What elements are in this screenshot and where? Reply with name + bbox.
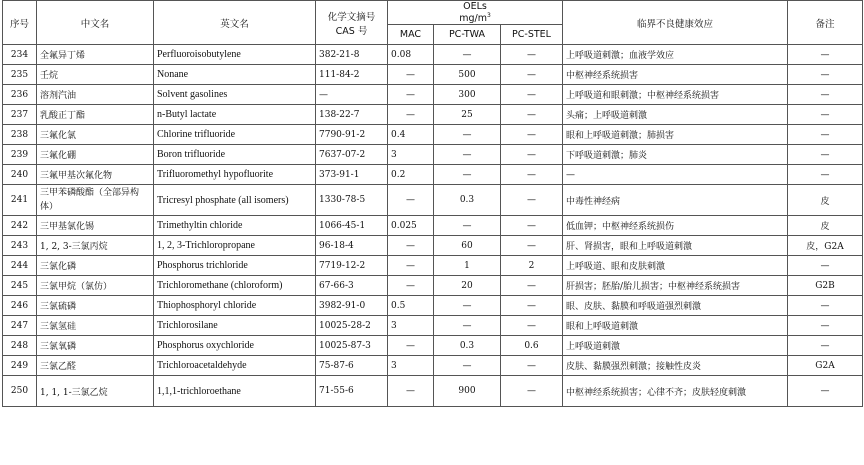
header-mac: MAC [388, 25, 434, 45]
row-english-name: 1, 2, 3-Trichloropropane [154, 236, 316, 256]
table-body [3, 45, 863, 407]
row-english-name: Trifluoromethyl hypofluorite [154, 165, 316, 185]
row-pc-stel: — [501, 185, 563, 216]
row-pc-stel: — [501, 316, 563, 336]
row-chinese-name: 全氟异丁烯 [37, 45, 154, 65]
table-header [3, 1, 863, 45]
row-pc-stel: — [501, 276, 563, 296]
row-english-name: Thiophosphoryl chloride [154, 296, 316, 316]
row-english-name: Trichlorosilane [154, 316, 316, 336]
row-no: 250 [3, 376, 37, 407]
row-pc-twa: — [434, 145, 501, 165]
row-chinese-name: 三氯化磷 [37, 256, 154, 276]
header-remarks: 备注 [788, 1, 863, 45]
row-cas: — [316, 85, 388, 105]
row-cas: 382-21-8 [316, 45, 388, 65]
row-no: 236 [3, 85, 37, 105]
row-pc-stel: 0.6 [501, 336, 563, 356]
row-english-name: Solvent gasolines [154, 85, 316, 105]
row-mac: 0.025 [388, 216, 434, 236]
row-remark: — [788, 256, 863, 276]
row-no: 249 [3, 356, 37, 376]
table-row [3, 85, 863, 105]
row-pc-stel: — [501, 45, 563, 65]
row-mac: — [388, 85, 434, 105]
row-cas: 10025-28-2 [316, 316, 388, 336]
row-mac: 3 [388, 145, 434, 165]
oel-table [2, 0, 863, 407]
header-english-name: 英文名 [154, 1, 316, 45]
row-no: 244 [3, 256, 37, 276]
table-row [3, 356, 863, 376]
row-pc-stel: — [501, 376, 563, 407]
row-cas: 7790-91-2 [316, 125, 388, 145]
row-health-effect: 上呼吸道刺激 [563, 336, 788, 356]
row-cas: 67-66-3 [316, 276, 388, 296]
row-no: 246 [3, 296, 37, 316]
table-row [3, 296, 863, 316]
row-no: 237 [3, 105, 37, 125]
row-no: 243 [3, 236, 37, 256]
table-row [3, 216, 863, 236]
row-pc-twa: 0.3 [434, 336, 501, 356]
row-pc-stel: — [501, 145, 563, 165]
row-cas: 71-55-6 [316, 376, 388, 407]
table-row [3, 125, 863, 145]
header-pc-twa: PC-TWA [434, 25, 501, 45]
row-cas: 373-91-1 [316, 165, 388, 185]
row-mac: — [388, 276, 434, 296]
row-chinese-name: 三氯氢硅 [37, 316, 154, 336]
row-chinese-name: 三氯氧磷 [37, 336, 154, 356]
row-remark: — [788, 296, 863, 316]
row-pc-twa: 1 [434, 256, 501, 276]
row-health-effect: 中枢神经系统损害；心律不齐；皮肤轻度刺激 [563, 376, 788, 407]
row-english-name: 1,1,1-trichloroethane [154, 376, 316, 407]
row-pc-twa: 0.3 [434, 185, 501, 216]
row-cas: 1066-45-1 [316, 216, 388, 236]
row-cas: 75-87-6 [316, 356, 388, 376]
header-cas [316, 1, 388, 45]
table-row [3, 376, 863, 407]
table-row [3, 336, 863, 356]
row-remark: — [788, 45, 863, 65]
row-pc-twa: — [434, 316, 501, 336]
row-health-effect: 低血钾；中枢神经系统损伤 [563, 216, 788, 236]
row-cas: 3982-91-0 [316, 296, 388, 316]
row-health-effect: 肝、肾损害，眼和上呼吸道刺激 [563, 236, 788, 256]
row-chinese-name: 1, 2, 3-三氯丙烷 [37, 236, 154, 256]
row-remark: 皮 [788, 216, 863, 236]
row-no: 240 [3, 165, 37, 185]
header-pc-stel: PC-STEL [501, 25, 563, 45]
row-pc-stel: — [501, 236, 563, 256]
row-pc-twa: 60 [434, 236, 501, 256]
table-row [3, 236, 863, 256]
row-chinese-name: 三氟化氯 [37, 125, 154, 145]
row-chinese-name: 三氯甲烷（氯仿） [37, 276, 154, 296]
row-pc-twa: 20 [434, 276, 501, 296]
row-mac: — [388, 105, 434, 125]
row-mac: 0.5 [388, 296, 434, 316]
row-chinese-name: 壬烷 [37, 65, 154, 85]
header-health-effects: 临界不良健康效应 [563, 1, 788, 45]
row-remark: — [788, 65, 863, 85]
table-row [3, 65, 863, 85]
row-no: 238 [3, 125, 37, 145]
row-remark: G2B [788, 276, 863, 296]
row-health-effect: 上呼吸道和眼刺激；中枢神经系统损害 [563, 85, 788, 105]
row-english-name: Perfluoroisobutylene [154, 45, 316, 65]
row-remark: — [788, 125, 863, 145]
row-english-name: Trichloromethane (chloroform) [154, 276, 316, 296]
header-cas-line2: CAS 号 [335, 25, 368, 37]
row-chinese-name: 乳酸正丁酯 [37, 105, 154, 125]
row-mac: 3 [388, 356, 434, 376]
row-pc-twa: — [434, 296, 501, 316]
row-mac: — [388, 336, 434, 356]
header-no: 序号 [3, 1, 37, 45]
row-mac: 0.08 [388, 45, 434, 65]
row-english-name: Boron trifluoride [154, 145, 316, 165]
header-oels [388, 1, 563, 25]
row-cas: 96-18-4 [316, 236, 388, 256]
row-english-name: Chlorine trifluoride [154, 125, 316, 145]
row-english-name: Trichloroacetaldehyde [154, 356, 316, 376]
table-row [3, 256, 863, 276]
row-chinese-name: 三氟化硼 [37, 145, 154, 165]
row-pc-stel: — [501, 125, 563, 145]
header-oels-label: OELs [463, 1, 487, 12]
row-cas: 10025-87-3 [316, 336, 388, 356]
row-remark: — [788, 105, 863, 125]
row-chinese-name: 三氯乙醛 [37, 356, 154, 376]
table-row [3, 316, 863, 336]
row-mac: — [388, 256, 434, 276]
header-cas-line1: 化学文摘号 [327, 11, 376, 23]
row-pc-stel: — [501, 65, 563, 85]
row-no: 234 [3, 45, 37, 65]
table-row [3, 276, 863, 296]
row-health-effect: — [563, 165, 788, 185]
row-cas: 1330-78-5 [316, 185, 388, 216]
row-remark: — [788, 376, 863, 407]
row-health-effect: 肝损害；胚胎/胎儿损害；中枢神经系统损害 [563, 276, 788, 296]
row-pc-stel: — [501, 105, 563, 125]
row-english-name: Phosphorus oxychloride [154, 336, 316, 356]
row-health-effect: 头痛；上呼吸道刺激 [563, 105, 788, 125]
row-pc-stel: — [501, 165, 563, 185]
row-pc-stel: — [501, 216, 563, 236]
row-no: 239 [3, 145, 37, 165]
row-remark: 皮 [788, 185, 863, 216]
row-remark: 皮，G2A [788, 236, 863, 256]
row-mac: — [388, 376, 434, 407]
table-row [3, 45, 863, 65]
row-english-name: Tricresyl phosphate (all isomers) [154, 185, 316, 216]
row-pc-stel: — [501, 296, 563, 316]
row-pc-twa: 300 [434, 85, 501, 105]
row-cas: 7719-12-2 [316, 256, 388, 276]
row-health-effect: 中毒性神经病 [563, 185, 788, 216]
table-row [3, 145, 863, 165]
table-row [3, 105, 863, 125]
row-mac: 0.2 [388, 165, 434, 185]
row-pc-twa: — [434, 356, 501, 376]
row-cas: 111-84-2 [316, 65, 388, 85]
row-mac: — [388, 185, 434, 216]
row-pc-twa: 900 [434, 376, 501, 407]
row-health-effect: 眼和上呼吸道刺激 [563, 316, 788, 336]
row-mac: — [388, 236, 434, 256]
row-mac: 0.4 [388, 125, 434, 145]
row-pc-twa: — [434, 125, 501, 145]
row-chinese-name: 溶剂汽油 [37, 85, 154, 105]
row-health-effect: 眼、皮肤、黏膜和呼吸道强烈刺激 [563, 296, 788, 316]
row-cas: 138-22-7 [316, 105, 388, 125]
row-pc-twa: — [434, 165, 501, 185]
table-row [3, 185, 863, 216]
row-english-name: Nonane [154, 65, 316, 85]
row-english-name: Trimethyltin chloride [154, 216, 316, 236]
row-pc-stel: — [501, 85, 563, 105]
row-mac: — [388, 65, 434, 85]
row-pc-twa: — [434, 216, 501, 236]
header-oels-unit: $mg/m^3$ [459, 12, 491, 25]
row-pc-twa: — [434, 45, 501, 65]
table-row [3, 165, 863, 185]
row-pc-stel: — [501, 356, 563, 376]
row-chinese-name: 三甲苯磷酸酯（全部异构体） [37, 185, 154, 216]
row-remark: — [788, 336, 863, 356]
row-pc-twa: 500 [434, 65, 501, 85]
row-no: 245 [3, 276, 37, 296]
header-chinese-name: 中文名 [37, 1, 154, 45]
row-english-name: Phosphorus trichloride [154, 256, 316, 276]
row-chinese-name: 三氟甲基次氟化物 [37, 165, 154, 185]
row-no: 248 [3, 336, 37, 356]
row-no: 235 [3, 65, 37, 85]
row-no: 247 [3, 316, 37, 336]
row-mac: 3 [388, 316, 434, 336]
row-health-effect: 下呼吸道刺激；肺炎 [563, 145, 788, 165]
row-health-effect: 上呼吸道、眼和皮肤刺激 [563, 256, 788, 276]
row-remark: — [788, 85, 863, 105]
row-pc-stel: 2 [501, 256, 563, 276]
row-chinese-name: 三甲基氯化锡 [37, 216, 154, 236]
row-no: 242 [3, 216, 37, 236]
row-remark: — [788, 316, 863, 336]
row-no: 241 [3, 185, 37, 216]
row-health-effect: 上呼吸道刺激；血液学效应 [563, 45, 788, 65]
row-remark: — [788, 165, 863, 185]
row-cas: 7637-07-2 [316, 145, 388, 165]
row-chinese-name: 1, 1, 1-三氯乙烷 [37, 376, 154, 407]
row-remark: — [788, 145, 863, 165]
row-pc-twa: 25 [434, 105, 501, 125]
row-remark: G2A [788, 356, 863, 376]
row-chinese-name: 三氯硫磷 [37, 296, 154, 316]
row-health-effect: 眼和上呼吸道刺激；肺损害 [563, 125, 788, 145]
row-english-name: n-Butyl lactate [154, 105, 316, 125]
row-health-effect: 中枢神经系统损害 [563, 65, 788, 85]
row-health-effect: 皮肤、黏膜强烈刺激；接触性皮炎 [563, 356, 788, 376]
